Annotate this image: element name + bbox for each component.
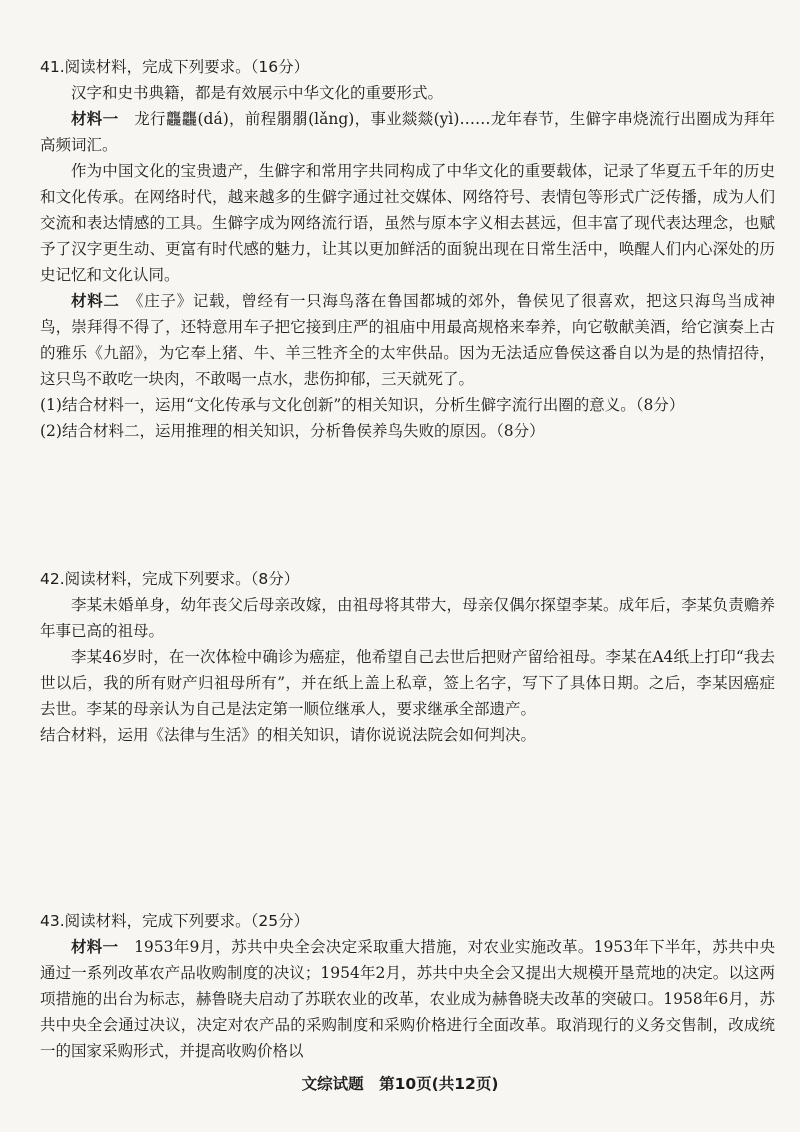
question-43-title: 43.阅读材料，完成下列要求。（25分） — [40, 912, 310, 930]
question-41 — [40, 54, 775, 444]
question-42-para-1: 李某未婚单身，幼年丧父后母亲改嫁，由祖母将其带大，母亲仅偶尔探望李某。成年后，李某负责赡养年事已高的祖母。 — [40, 596, 775, 640]
question-41-material-1-para-1 — [40, 106, 775, 158]
material-1-label: 材料一 — [71, 938, 119, 956]
question-41-sub-2: (2)结合材料二，运用推理的相关知识，分析鲁侯养鸟失败的原因。（8分） — [40, 422, 545, 440]
question-42-title: 42.阅读材料，完成下列要求。（8分） — [40, 570, 300, 588]
question-41-material-1-para-2: 作为中国文化的宝贵遗产，生僻字和常用字共同构成了中华文化的重要载体，记录了华夏五千年的历史和文化传承。在网络时代，越来越多的生僻字通过社交媒体、网络符号、表情包等形式广泛传播，成为人们交流和表达情感的工具。生僻字成为网络流行语，虽然与原本字义相去甚远，但丰富了现代表达理念，也赋予了汉字更生动、更富有时代感的魅力，让其以更加鲜活的面貌出现在日常生活中，唤醒人们内心深处的历史记忆和文化认同。 — [40, 162, 775, 284]
question-41-material-2 — [40, 288, 775, 392]
question-43-material-1 — [40, 934, 775, 1064]
material-2-text: 《庄子》记载，曾经有一只海鸟落在鲁国都城的郊外，鲁侯见了很喜欢，把这只海鸟当成神鸟，崇拜得不得了，还特意用车子把它接到庄严的祖庙中用最高规格来奉养，向它敬献美酒，给它演奏上古的雅乐《九韶》，为它奉上猪、牛、羊三牲齐全的太牢供品。因为无法适应鲁侯这番自以为是的热情招待，这只鸟不敢吃一块肉，不敢喝一点水，悲伤抑郁，三天就死了。 — [40, 292, 775, 388]
question-42-para-2: 李某46岁时，在一次体检中确诊为癌症，他希望自己去世后把财产留给祖母。李某在A4纸上打印“我去世以后，我的所有财产归祖母所有”，并在纸上盖上私章，签上名字，写下了具体日期。之后，李某因癌症去世。李某的母亲认为自己是法定第一顺位继承人，要求继承全部遗产。 — [40, 648, 775, 718]
question-42 — [40, 566, 775, 748]
material-1-text: 1953年9月，苏共中央全会决定采取重大措施，对农业实施改革。1953年下半年，苏共中央通过一系列改革农产品收购制度的决议；1954年2月，苏共中央全会又提出大规模开垦荒地的决定。以这两项措施的出台为标志，赫鲁晓夫启动了苏联农业的改革，农业成为赫鲁晓夫改革的突破口。1958年6月，苏共中央全会通过决议，决定对农产品的采购制度和采购价格进行全面改革。取消现行的义务交售制，改成统一的国家采购形式，并提高收购价格以 — [40, 938, 775, 1060]
page-footer: 文综试题 第10页(共12页) — [301, 1075, 499, 1093]
question-41-sub-1: (1)结合材料一，运用“文化传承与文化创新”的相关知识，分析生僻字流行出圈的意义。（8分） — [40, 396, 685, 414]
question-41-intro: 汉字和史书典籍，都是有效展示中华文化的重要形式。 — [71, 84, 444, 102]
question-42-task: 结合材料，运用《法律与生活》的相关知识，请你说说法院会如何判决。 — [40, 726, 537, 744]
material-1-text: 龙行龘龘(dá)，前程朤朤(lǎng)，事业燚燚(yì)……龙年春节，生僻字串烧流行出圈成为拜年高频词汇。 — [40, 110, 775, 154]
material-1-label: 材料一 — [71, 110, 119, 128]
material-2-label: 材料二 — [71, 292, 120, 310]
question-41-title: 41.阅读材料，完成下列要求。（16分） — [40, 58, 310, 76]
question-43 — [40, 908, 775, 1064]
